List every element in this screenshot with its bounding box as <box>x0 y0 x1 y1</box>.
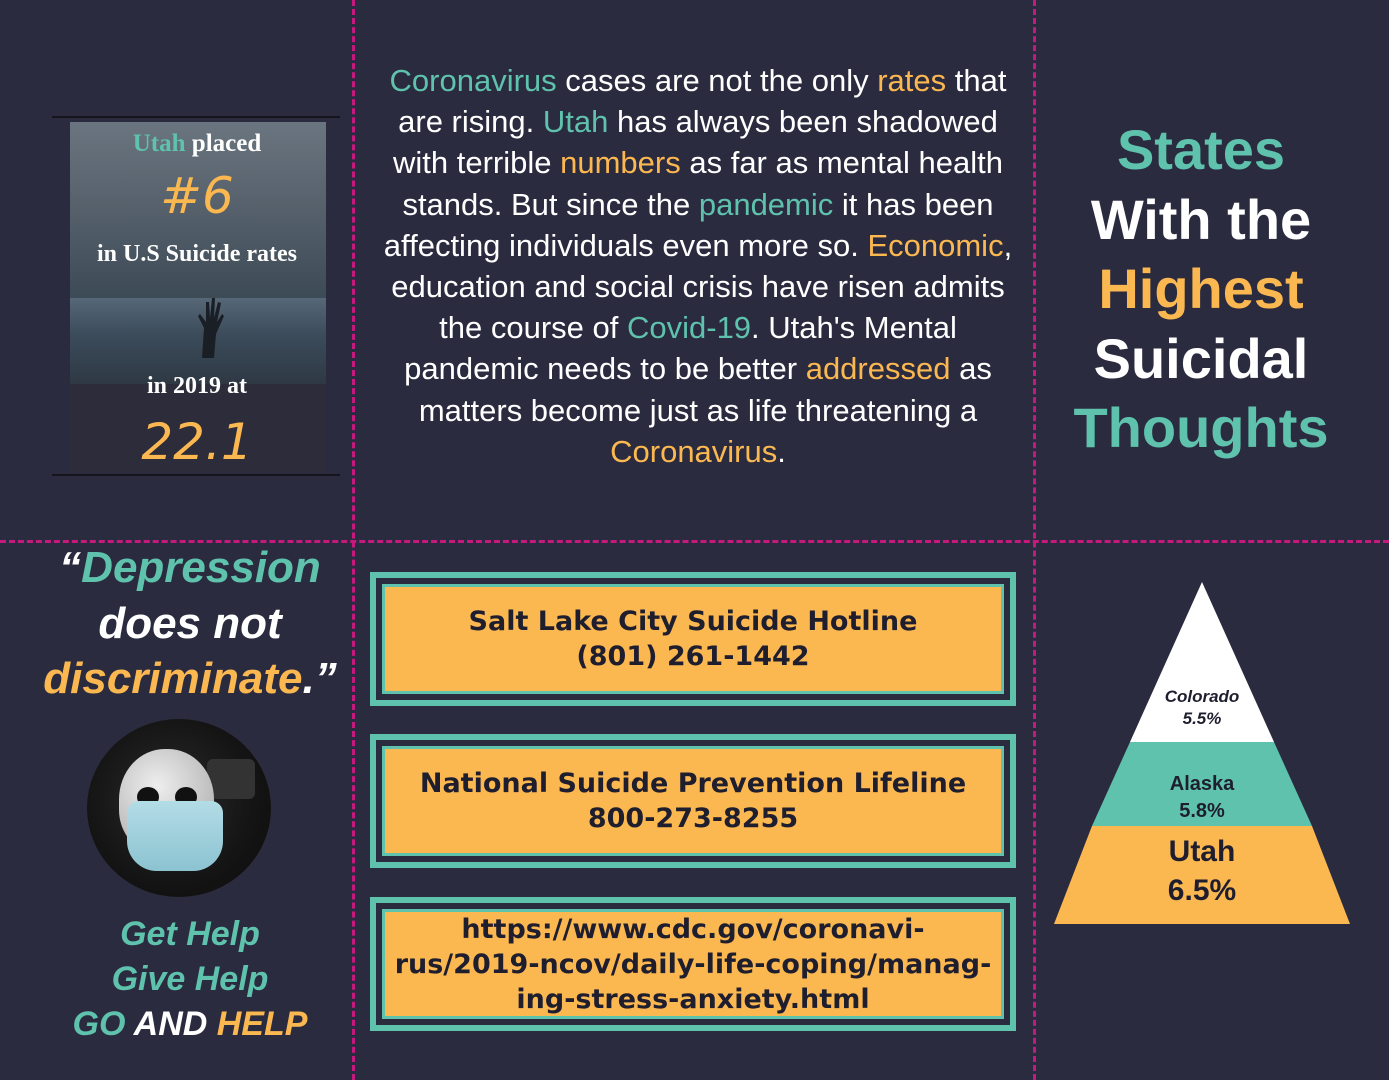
title-thoughts: Thoughts <box>1073 396 1329 459</box>
utah-value: 6.5% <box>1167 874 1237 907</box>
hotline-national-name: National Suicide Prevention Lifeline <box>419 768 967 799</box>
hotline-box-national <box>370 734 1016 868</box>
paragraph-run: has always been shadowed with terrible <box>393 104 998 181</box>
quote-discriminate: discriminate <box>43 654 303 703</box>
cdc-link-line2[interactable]: rus/2019-ncov/daily-life-coping/manag- <box>394 948 992 980</box>
paragraph-run: rates <box>877 63 947 98</box>
pyramid-label-utah <box>1054 832 1350 910</box>
quote-open-mark: “ <box>59 543 82 592</box>
cta-give-help: Give Help <box>111 960 269 998</box>
card-placed-label: placed <box>191 130 262 157</box>
quote-close-mark: .” <box>302 654 337 703</box>
card-rank-value: #6 <box>160 167 234 225</box>
paragraph-run: , education and social crisis have risen admits the course of <box>391 227 1013 346</box>
hotline-slc-name: Salt Lake City Suicide Hotline <box>468 606 918 637</box>
paragraph-run: addressed <box>805 351 951 387</box>
cta-and: AND <box>125 1005 217 1043</box>
hotline-slc-phone[interactable]: (801) 261-1442 <box>576 641 810 672</box>
paragraph-run: numbers <box>560 145 681 181</box>
cdc-link-line1[interactable]: https://www.cdc.gov/coronavi- <box>461 913 925 945</box>
quote-depression: Depression <box>81 543 321 592</box>
paragraph-run: Coronavirus <box>389 63 557 98</box>
paragraph-run: . <box>777 433 786 469</box>
intro-paragraph <box>378 60 1018 472</box>
paragraph-run: as matters become just as life threatening a <box>418 351 992 428</box>
title-with-the: With the <box>1090 188 1312 251</box>
masked-skull-image <box>87 719 271 897</box>
cdc-link-line3[interactable]: ing-stress-anxiety.html <box>516 983 870 1015</box>
card-line1 <box>52 128 342 160</box>
hotline-box-national-content <box>382 746 1004 856</box>
utah-name: Utah <box>1168 835 1236 868</box>
alaska-name: Alaska <box>1169 773 1235 795</box>
pyramid-label-colorado <box>1054 686 1350 730</box>
cta-go-and-help <box>20 1002 360 1047</box>
card-rate-value: 22.1 <box>141 413 253 471</box>
card-line4: in 2019 at <box>146 373 247 399</box>
title-suicidal: Suicidal <box>1093 327 1309 390</box>
hotline-national-phone[interactable]: 800-273-8255 <box>587 803 799 834</box>
hotline-box-cdc <box>370 897 1016 1031</box>
hotline-box-slc-content <box>382 584 1004 694</box>
camera-icon <box>207 759 255 799</box>
quote-line1 <box>10 540 370 595</box>
pyramid-label-alaska <box>1054 771 1350 825</box>
card-bottom-rule <box>52 474 340 476</box>
colorado-name: Colorado <box>1164 687 1240 706</box>
card-line3: in U.S Suicide rates <box>96 241 297 267</box>
card-utah-label: Utah <box>132 130 186 157</box>
card-top-rule <box>52 116 340 118</box>
paragraph-run: Covid-19 <box>626 310 752 346</box>
paragraph-run: pandemic <box>698 186 834 222</box>
face-mask-icon <box>127 801 223 871</box>
alaska-value: 5.8% <box>1179 800 1225 822</box>
hotline-box-slc <box>370 572 1016 706</box>
cta-help: HELP <box>216 1005 308 1043</box>
quote-does-not: does not <box>98 599 282 648</box>
utah-rank-card <box>52 116 340 478</box>
cta-go: GO <box>72 1005 126 1043</box>
cdc-link[interactable] <box>382 909 1004 1019</box>
paragraph-run: as far as mental health stands. But since the <box>402 145 1003 222</box>
paragraph-run: Coronavirus <box>610 433 778 469</box>
title-highest: Highest <box>1098 257 1304 320</box>
paragraph-run: cases are not the only <box>556 63 878 98</box>
paragraph-run: Economic <box>867 227 1004 263</box>
paragraph-run: it has been affecting individuals even more so. <box>383 186 994 263</box>
paragraph-run: Utah <box>542 104 609 140</box>
quote-line3 <box>10 651 370 706</box>
paragraph-run: . Utah's Mental pandemic needs to be better <box>404 310 957 387</box>
hand-icon <box>188 294 228 358</box>
cta-get-help: Get Help <box>120 915 260 953</box>
paragraph-run: that are rising. <box>398 63 1007 140</box>
title-states: States <box>1116 118 1286 181</box>
colorado-value: 5.5% <box>1182 709 1222 728</box>
